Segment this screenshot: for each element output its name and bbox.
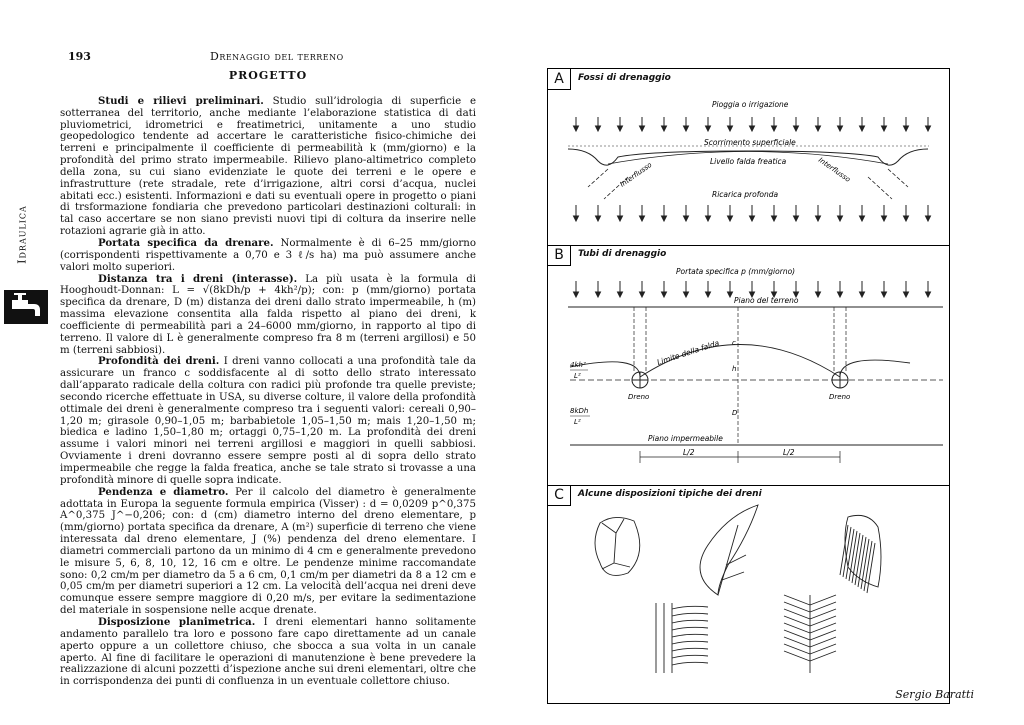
arrow-head bbox=[838, 292, 843, 297]
rain-label: Pioggia o irrigazione bbox=[712, 100, 789, 109]
half-spacing-right: L/2 bbox=[783, 448, 795, 457]
paragraph-body: Studio sull’idrologia di superficie e sotterranea del territorio, anche mediante l’elaborazione statistica di dati pluviometrici, idrometrici e freatimetrici, unitamente a uno studio geopedologico tendente ad accertare le caratteristiche fisico-chimiche dei terreni e principalmente il coefficiente di permeabilità k (mm/giorno) e la profondità del primo strato impermeabile. Rilievo plano-altimetrico completo della zona, su cui siano evidenziate le quote dei terreni e le opere e infrastrutture (rete stradale, rete d’irrigazione, altri corsi d’acqua, nuclei abitati ecc.) esistenti. Informazioni e dati su eventuali opere in progetto o piani di trsformazione fondiaria che prevedono particolari destinazioni colturali: in tal caso accertare se non siano previsti nuovi tipi di coltura da inserire nelle rotazioni agrarie già in atto. bbox=[60, 95, 476, 238]
arrow-head bbox=[574, 216, 579, 221]
panel-b bbox=[548, 245, 949, 486]
arrow-head bbox=[860, 126, 865, 131]
faucet-icon bbox=[4, 290, 48, 324]
arrow-head bbox=[684, 126, 689, 131]
arrow-head bbox=[640, 126, 645, 131]
drain-line bbox=[672, 662, 708, 665]
arrow-head bbox=[860, 292, 865, 297]
arrow-head bbox=[728, 126, 733, 131]
drain-right-label: Dreno bbox=[829, 393, 851, 401]
panel-letter: B bbox=[548, 245, 571, 266]
arrow-head bbox=[882, 126, 887, 131]
section-tab-label: Idraulica bbox=[15, 205, 29, 264]
drain-line bbox=[672, 655, 708, 658]
drain-line bbox=[672, 648, 708, 651]
ditch-diagram bbox=[548, 69, 949, 245]
text-column bbox=[60, 70, 476, 688]
interflow-right-label: Interflusso bbox=[816, 156, 852, 184]
drain-line bbox=[672, 627, 708, 630]
drain-line bbox=[672, 613, 708, 616]
paragraph bbox=[60, 617, 476, 688]
arrow-head bbox=[662, 292, 667, 297]
arrow-head bbox=[574, 126, 579, 131]
drain-line bbox=[672, 641, 708, 644]
arrow-head bbox=[838, 216, 843, 221]
paragraph-title: Profondità dei dreni. bbox=[98, 355, 220, 368]
recharge-label: Ricarica profonda bbox=[712, 190, 779, 199]
arrow-head bbox=[728, 292, 733, 297]
arrow-head bbox=[904, 126, 909, 131]
paragraph-body: La più usata è la formula di Hooghoudt-Donnan: L = √(8kDh/p + 4kh²/p); con: p (mm/giorno) portata specifica da drenare, D (m) distanza dei dreni dallo strato impermeabile, h (m) massima elevazione consentita alla falda rispetto al piano dei dreni, k coefficiente di permeabilità pari a 24–6000 mm/giorno, in rapporto al tipo di terreno. Il valore di L è generalmente compreso fra 8 m (terreni argillosi) e 50 m (terreni sabbiosi). bbox=[60, 273, 476, 356]
arrow-head bbox=[816, 292, 821, 297]
arrow-head bbox=[882, 216, 887, 221]
arrow-head bbox=[750, 216, 755, 221]
panel-a bbox=[548, 69, 949, 246]
half-spacing-left: L/2 bbox=[683, 448, 695, 457]
author-signature: Sergio Baratti bbox=[895, 688, 974, 701]
arrow-head bbox=[684, 216, 689, 221]
drain-left-label: Dreno bbox=[628, 393, 650, 401]
arrow-head bbox=[816, 216, 821, 221]
arrow-head bbox=[574, 292, 579, 297]
arrow-head bbox=[904, 216, 909, 221]
arrow-head bbox=[640, 216, 645, 221]
panel-title: Alcune disposizioni tipiche dei dreni bbox=[578, 489, 762, 499]
arrow-head bbox=[618, 292, 623, 297]
arrow-head bbox=[816, 126, 821, 131]
arrow-head bbox=[772, 126, 777, 131]
arrow-head bbox=[794, 216, 799, 221]
arrow-head bbox=[640, 292, 645, 297]
arrow-head bbox=[706, 292, 711, 297]
formula-2-num: 8kDh bbox=[570, 407, 589, 415]
tile-drain-diagram bbox=[548, 245, 949, 485]
drain-line bbox=[672, 606, 708, 609]
paragraph-title: Distanza tra i dreni (interasse). bbox=[98, 272, 298, 285]
height-h-label: h bbox=[732, 365, 737, 373]
arrow-head bbox=[904, 292, 909, 297]
arrow-head bbox=[926, 126, 931, 131]
arrow-head bbox=[794, 126, 799, 131]
arrow-head bbox=[750, 126, 755, 131]
running-title: Drenaggio del terreno bbox=[210, 50, 344, 63]
arrow-head bbox=[662, 126, 667, 131]
drainage-figure bbox=[547, 68, 950, 704]
arrow-head bbox=[706, 216, 711, 221]
paragraph-body: I dreni vanno collocati a una profondità tale da assicurare un franco c soddisfacente al di sotto dello strato interessato dall’apparato radicale della coltura con radici più profonde tra quelle previste; secondo ricerche effettuate in USA, su diverse colture, il valore della profondità ottimale dei dreni è generalmente compreso tra i seguenti valori: cereali 0,90–1,20 m; girasole 0,90–1,05 m; barbabietole 1,05–1,50 m; mais 1,20–1,50 m; biedica e ladino 1,50–1,80 m; ortaggi 0,75–1,20 m. La profondità dei dreni assume i valori minori nei terreni argillosi e maggiori in quelli sabbiosi. Ovviamente i dreni dovranno essere sempre posti al di sopra dello strato impermeabile che regge la falda freatica, anche se tale strato si trovasse a una profondità minore di quelle sopra indicate. bbox=[60, 356, 476, 486]
depth-d-label: D bbox=[732, 409, 738, 417]
section-heading: PROGETTO bbox=[228, 69, 308, 82]
paragraph-body: Per il calcolo del diametro è generalmente adottata in Europa la seguente formula empirica (Visser) : d = 0,0209 p^0,375 A^0,375 J^−0,206; con: d (cm) diametro interno del dreno elementare, p (mm/giorno) portata specifica da drenare, A (m²) superficie di terreno che viene interessata dal dreno elementare, J (%) pendenza del dreno elementare. I diametri commerciali partono da un minimo di 4 cm e generalmente prevedono le misure 5, 6, 8, 10, 12, 16 cm e oltre. Le pendenze minime raccomandate sono: 0,2 cm/m per diametro da 5 a 6 cm, 0,1 cm/m per diametri da 8 a 12 cm e 0,05 cm/m per diametri superiori a 12 cm. La velocità dell’acqua nei dreni deve comunque essere sempre maggiore di 0,20 m/s, per evitare la sedimentazione del materiale in sospensione nelle acque drenate. bbox=[60, 486, 476, 617]
arrow-head bbox=[860, 216, 865, 221]
interflow-left-label: Interflusso bbox=[618, 160, 654, 189]
water-limit-label: Limite della falda bbox=[655, 338, 721, 367]
arrow-head bbox=[618, 126, 623, 131]
layout-sketches bbox=[548, 485, 949, 703]
drain-line bbox=[846, 529, 854, 579]
panel-letter: A bbox=[548, 69, 571, 90]
arrow-head bbox=[838, 126, 843, 131]
paragraph bbox=[60, 238, 476, 274]
formula-1-den: L² bbox=[574, 372, 581, 380]
paragraph-body: I dreni elementari hanno solitamente andamento parallelo tra loro e possono fare capo direttamente ad un canale aperto oppure a un collettore chiuso, che sbocca a sua volta in un canale aperto. Al fine di facilitare le operazioni di manutenzione è bene prevedere la realizzazione di alcuni pozzetti d’ispezione anche sui dreni elementari, oltre che in corrispondenza dei punti di confluenza in un eventuale collettore chiuso. bbox=[60, 616, 477, 688]
arrow-head bbox=[926, 216, 931, 221]
paragraph-title: Pendenza e diametro. bbox=[98, 485, 229, 498]
paragraph-title: Portata specifica da drenare. bbox=[98, 236, 274, 249]
panel-c bbox=[548, 485, 949, 703]
arrow-head bbox=[596, 126, 601, 131]
arrow-head bbox=[706, 126, 711, 131]
drain-line bbox=[840, 525, 848, 575]
impermeable-label: Piano impermeabile bbox=[648, 434, 723, 443]
paragraph bbox=[60, 274, 476, 357]
arrow-head bbox=[684, 292, 689, 297]
arrow-head bbox=[728, 216, 733, 221]
formula-2-den: L² bbox=[574, 418, 581, 426]
paragraph-title: Studi e rilievi preliminari. bbox=[98, 94, 264, 107]
water-table-label: Livello falda freatica bbox=[710, 157, 787, 166]
runoff-label: Scorrimento superficiale bbox=[704, 138, 796, 147]
panel-title: Fossi di drenaggio bbox=[578, 73, 671, 83]
drain-line bbox=[672, 620, 708, 623]
panel-letter: C bbox=[548, 485, 571, 506]
arrow-head bbox=[618, 216, 623, 221]
section-tab bbox=[4, 160, 40, 330]
paragraph bbox=[60, 356, 476, 486]
arrow-head bbox=[596, 292, 601, 297]
paragraph-title: Disposizione planimetrica. bbox=[98, 615, 256, 628]
formula-1-num: 4kh² bbox=[570, 361, 586, 369]
arrow-head bbox=[772, 216, 777, 221]
arrow-head bbox=[662, 216, 667, 221]
page-number: 193 bbox=[68, 50, 91, 63]
arrow-head bbox=[926, 292, 931, 297]
arrow-head bbox=[882, 292, 887, 297]
arrow-head bbox=[596, 216, 601, 221]
flow-label: Portata specifica p (mm/giorno) bbox=[676, 267, 796, 276]
ground-label: Piano del terreno bbox=[734, 296, 799, 305]
paragraph bbox=[60, 487, 476, 617]
drain-line bbox=[672, 634, 708, 637]
paragraph-body: Normalmente è di 6–25 mm/giorno (corrispondenti rispettivamente a 0,70 e 3 ℓ/s ha) ma può assumere anche valori molto superiori. bbox=[60, 237, 476, 273]
clearance-c-label: c bbox=[732, 339, 736, 347]
paragraph bbox=[60, 96, 476, 238]
panel-title: Tubi di drenaggio bbox=[578, 249, 667, 259]
